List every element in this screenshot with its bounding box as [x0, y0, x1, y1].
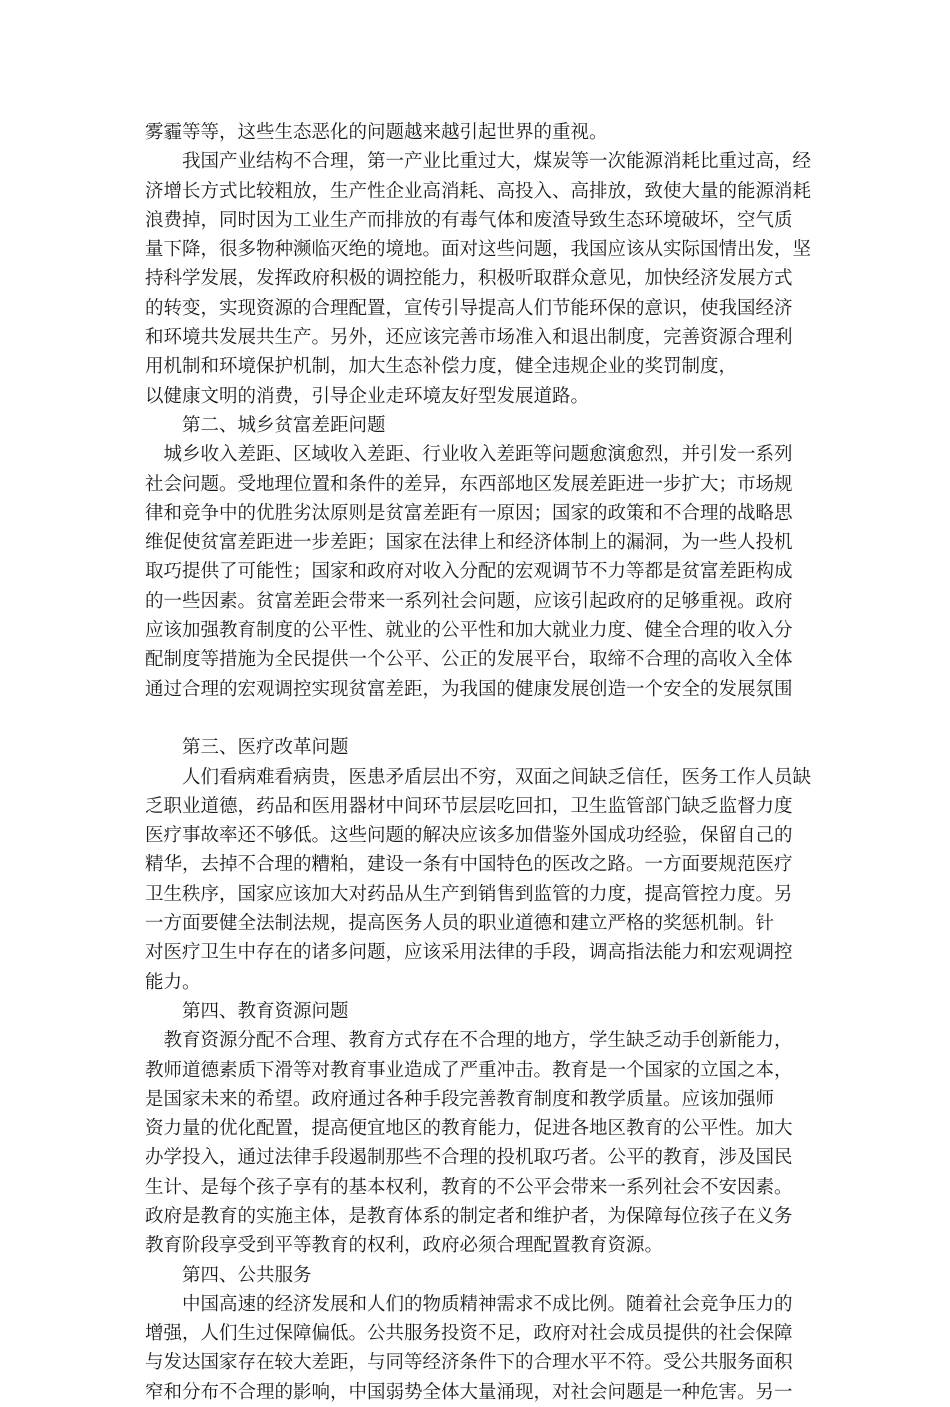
text-line: 教育资源分配不合理、教育方式存在不合理的地方，学生缺乏动手创新能力，: [145, 1030, 793, 1052]
text-line: 社会问题。受地理位置和条件的差异，东西部地区发展差距进一步扩大；市场规: [145, 473, 793, 495]
document-body: [145, 118, 815, 1407]
text-line: 窄和分布不合理的影响，中国弱势全体大量涌现，对社会问题是一种危害。另一: [145, 1381, 793, 1403]
text-line: 量下降，很多物种濒临灭绝的境地。面对这些问题，我国应该从实际国情出发，坚: [145, 239, 812, 261]
text-line: 生计、是每个孩子享有的基本权利，教育的不公平会带来一系列社会不安因素。: [145, 1176, 793, 1198]
text-line: 以健康文明的消费，引导企业走环境友好型发展道路。: [145, 385, 590, 407]
text-line: 我国产业结构不合理，第一产业比重过大，煤炭等一次能源消耗比重过高，经: [145, 151, 812, 173]
text-line: 律和竞争中的优胜劣汰原则是贫富差距有一原因；国家的政策和不合理的战略思: [145, 502, 793, 524]
text-line: 雾霾等等，这些生态恶化的问题越来越引起世界的重视。: [145, 122, 608, 143]
text-line: 应该加强教育制度的公平性、就业的公平性和加大就业力度、健全合理的收入分: [145, 620, 793, 642]
text-line: 医疗事故率还不够低。这些问题的解决应该多加借鉴外国成功经验，保留自己的: [145, 825, 793, 847]
text-line: 教师道德素质下滑等对教育事业造成了严重冲击。教育是一个国家的立国之本，: [145, 1059, 793, 1081]
text-line: 通过合理的宏观调控实现贫富差距，为我国的健康发展创造一个安全的发展氛围: [145, 678, 793, 700]
text-line: 的转变，实现资源的合理配置，宣传引导提高人们节能环保的意识，使我国经济: [145, 297, 793, 319]
text-line: 与发达国家存在较大差距，与同等经济条件下的合理水平不符。受公共服务面积: [145, 1352, 793, 1374]
text-line: 人们看病难看病贵，医患矛盾层出不穷，双面之间缺乏信任，医务工作人员缺: [145, 766, 812, 788]
text-line: 浪费掉，同时因为工业生产而排放的有毒气体和废渣导致生态环境破坏，空气质: [145, 209, 793, 231]
text-line: 的一些因素。贫富差距会带来一系列社会问题，应该引起政府的足够重视。政府: [145, 590, 793, 612]
text-line: 精华，去掉不合理的糟粕，建设一条有中国特色的医改之路。一方面要规范医疗: [145, 854, 793, 876]
section-heading-4: 第四、教育资源问题: [145, 1000, 349, 1022]
text-line: 取巧提供了可能性；国家和政府对收入分配的宏观调节不力等都是贫富差距构成: [145, 561, 793, 583]
blank-line: [145, 704, 815, 733]
section-heading-2: 第二、城乡贫富差距问题: [145, 414, 386, 436]
text-line: 对医疗卫生中存在的诸多问题，应该采用法律的手段，调高指法能力和宏观调控: [145, 942, 793, 964]
text-line: 是国家未来的希望。政府通过各种手段完善教育制度和教学质量。应该加强师: [145, 1088, 775, 1110]
section-heading-3: 第三、医疗改革问题: [145, 737, 349, 759]
text-line: 持科学发展，发挥政府积极的调控能力，积极听取群众意见，加快经济发展方式: [145, 268, 793, 290]
text-line: 乏职业道德，药品和医用器材中间环节层层吃回扣，卫生监管部门缺乏监督力度: [145, 795, 793, 817]
text-line: 中国高速的经济发展和人们的物质精神需求不成比例。随着社会竞争压力的: [145, 1293, 793, 1315]
section-heading-5: 第四、公共服务: [145, 1264, 312, 1286]
text-line: 济增长方式比较粗放，生产性企业高消耗、高投入、高排放，致使大量的能源消耗: [145, 180, 812, 202]
text-line: 能力。: [145, 971, 201, 993]
text-line: 教育阶段享受到平等教育的权利，政府必须合理配置教育资源。: [145, 1235, 664, 1257]
text-line: 配制度等措施为全民提供一个公平、公正的发展平台，取缔不合理的高收入全体: [145, 649, 793, 671]
text-line: 政府是教育的实施主体，是教育体系的制定者和维护者，为保障每位孩子在义务: [145, 1205, 793, 1227]
text-line: 城乡收入差距、区域收入差距、行业收入差距等问题愈演愈烈，并引发一系列: [145, 444, 793, 466]
text-line: 增强，人们生过保障偏低。公共服务投资不足，政府对社会成员提供的社会保障: [145, 1323, 793, 1345]
text-line: 维促使贫富差距进一步差距；国家在法律上和经济体制上的漏洞，为一些人投机: [145, 532, 793, 554]
text-line: 和环境共发展共生产。另外，还应该完善市场准入和退出制度，完善资源合理利: [145, 327, 793, 349]
text-line: 卫生秩序，国家应该加大对药品从生产到销售到监管的力度，提高管控力度。另: [145, 883, 793, 905]
text-line: 用机制和环境保护机制，加大生态补偿力度，健全违规企业的奖罚制度，: [145, 356, 738, 378]
text-line: 一方面要健全法制法规，提高医务人员的职业道德和建立严格的奖惩机制。针: [145, 913, 775, 935]
text-line: 资力量的优化配置，提高便宜地区的教育能力，促进各地区教育的公平性。加大: [145, 1118, 793, 1140]
text-line: 办学投入，通过法律手段遏制那些不合理的投机取巧者。公平的教育，涉及国民: [145, 1147, 793, 1169]
